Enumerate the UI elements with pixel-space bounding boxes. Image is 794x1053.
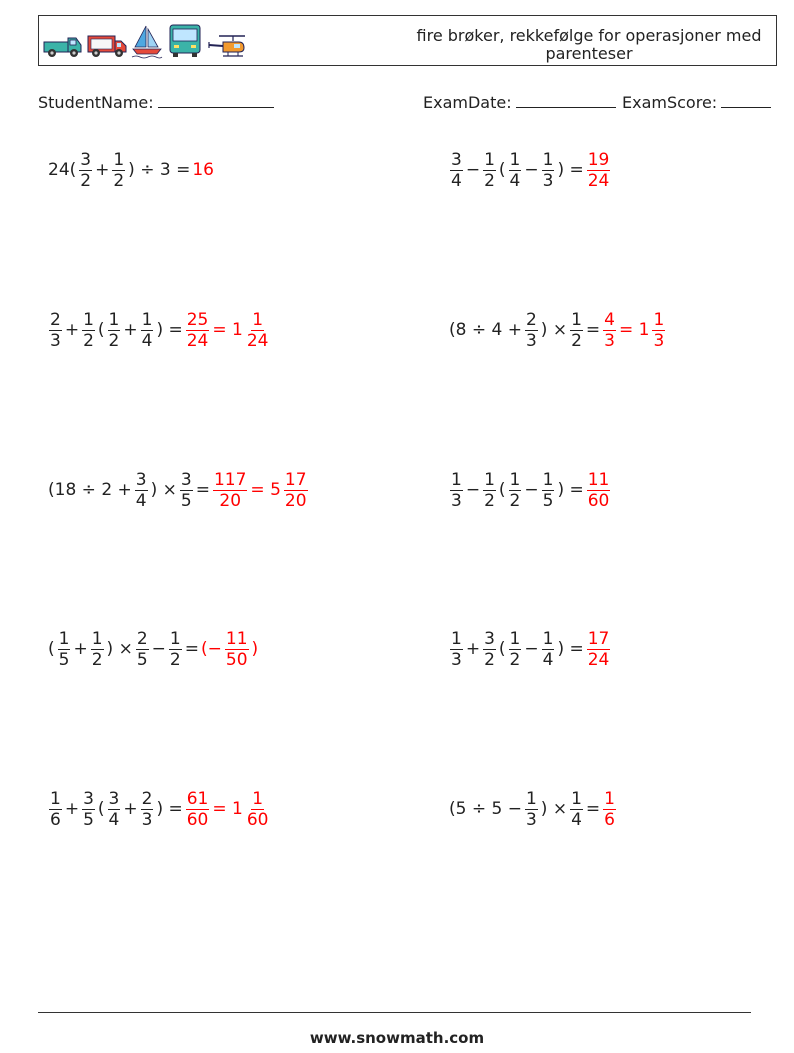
- denominator: 20: [284, 490, 307, 511]
- expression-text: ) =: [156, 320, 183, 340]
- numerator: 4: [604, 309, 615, 330]
- numerator: 3: [108, 788, 120, 809]
- denominator: 5: [180, 490, 192, 511]
- pickup-truck-icon: [43, 33, 83, 59]
- numerator: 19: [587, 149, 610, 170]
- numerator: 1: [451, 628, 462, 649]
- denominator: 6: [50, 809, 61, 830]
- numerator: 1: [509, 469, 521, 490]
- answer-fraction: [284, 470, 308, 511]
- fraction: [509, 470, 522, 511]
- fraction: [509, 150, 522, 191]
- fraction: [108, 310, 121, 351]
- numerator: 3: [484, 628, 495, 649]
- expression-text: +: [95, 160, 110, 180]
- title-line-2: parenteser: [545, 44, 633, 63]
- denominator: 2: [113, 170, 125, 191]
- header-icons: [43, 23, 251, 59]
- denominator: 3: [50, 330, 61, 351]
- expression-text: ) =: [557, 480, 584, 500]
- denominator: 2: [169, 649, 181, 670]
- problem-6: [448, 464, 612, 516]
- expression-text: −: [524, 639, 539, 659]
- expression-text: ) =: [557, 160, 584, 180]
- fraction: [180, 470, 193, 511]
- exam-date-blank[interactable]: [516, 93, 616, 108]
- numerator: 1: [113, 149, 125, 170]
- denominator: 4: [571, 809, 582, 830]
- fraction: [525, 789, 538, 830]
- denominator: 3: [141, 809, 153, 830]
- denominator: 5: [136, 649, 148, 670]
- exam-score-label: ExamScore:: [622, 93, 718, 112]
- expression-text: (: [498, 480, 506, 500]
- box-truck-icon: [87, 33, 127, 59]
- denominator: 2: [484, 490, 495, 511]
- numerator: 1: [542, 469, 554, 490]
- expression-text: +: [465, 639, 481, 659]
- fraction: [525, 310, 538, 351]
- footer-divider: [38, 1012, 751, 1013]
- problem-7: [47, 623, 259, 675]
- expression-text: (: [498, 160, 506, 180]
- expression-text: −: [524, 480, 539, 500]
- numerator: 1: [604, 788, 615, 809]
- denominator: 60: [186, 809, 209, 830]
- expression-text: (: [498, 639, 506, 659]
- denominator: 20: [219, 490, 242, 511]
- numerator: 61: [186, 788, 209, 809]
- fraction: [135, 470, 148, 511]
- denominator: 3: [451, 490, 462, 511]
- student-name-label: StudentName:: [38, 93, 154, 112]
- bus-icon: [167, 23, 203, 59]
- numerator: 1: [509, 628, 521, 649]
- numerator: 3: [135, 469, 147, 490]
- expression-text: ) ÷ 3 =: [128, 160, 191, 180]
- answer-fraction: [186, 789, 210, 830]
- fraction: [542, 150, 555, 191]
- answer-text: 16: [192, 160, 214, 180]
- exam-date-label: ExamDate:: [423, 93, 512, 112]
- numerator: 11: [587, 469, 610, 490]
- sailboat-icon: [131, 23, 163, 59]
- answer-fraction: [213, 470, 247, 511]
- numerator: 1: [451, 469, 462, 490]
- answer-fraction: [587, 150, 611, 191]
- numerator: 1: [542, 628, 554, 649]
- fraction: [509, 629, 522, 670]
- expression-text: +: [64, 799, 80, 819]
- fraction: [483, 150, 496, 191]
- numerator: 3: [180, 469, 192, 490]
- problem-4: [448, 304, 667, 356]
- denominator: 50: [225, 649, 248, 670]
- numerator: 1: [50, 788, 61, 809]
- numerator: 25: [186, 309, 209, 330]
- problem-3: [47, 304, 271, 356]
- expression-text: 24(: [48, 160, 77, 180]
- expression-text: ) ×: [106, 639, 133, 659]
- numerator: 2: [50, 309, 61, 330]
- answer-text: = 5: [250, 480, 281, 500]
- numerator: 2: [141, 788, 153, 809]
- numerator: 1: [58, 628, 70, 649]
- expression-text: =: [195, 480, 210, 500]
- fraction: [79, 150, 92, 191]
- expression-text: (: [97, 320, 105, 340]
- numerator: 1: [571, 309, 582, 330]
- denominator: 4: [135, 490, 147, 511]
- expression-text: +: [123, 320, 138, 340]
- fraction: [136, 629, 149, 670]
- exam-score-blank[interactable]: [721, 93, 771, 108]
- fraction: [483, 470, 496, 511]
- denominator: 5: [542, 490, 554, 511]
- answer-fraction: [603, 310, 616, 351]
- answer-fraction: [603, 789, 616, 830]
- problem-10: [448, 783, 618, 835]
- exam-date-field: [423, 93, 616, 112]
- fraction: [49, 789, 62, 830]
- problem-1: [47, 144, 215, 196]
- numerator: 2: [525, 309, 537, 330]
- denominator: 5: [83, 809, 94, 830]
- denominator: 2: [509, 649, 521, 670]
- expression-text: (: [97, 799, 105, 819]
- expression-text: (18 ÷ 2 +: [48, 480, 132, 500]
- expression-text: ) =: [156, 799, 183, 819]
- fraction: [542, 470, 555, 511]
- fraction: [91, 629, 104, 670]
- title-line-1: fire brøker, rekkefølge for operasjoner med: [416, 26, 762, 45]
- denominator: 3: [653, 330, 665, 351]
- fraction: [112, 150, 125, 191]
- answer-fraction: [652, 310, 665, 351]
- numerator: 11: [225, 628, 248, 649]
- fraction: [49, 310, 62, 351]
- expression-text: ) ×: [540, 799, 568, 819]
- numerator: 1: [484, 149, 495, 170]
- denominator: 3: [604, 330, 615, 351]
- answer-text: ): [251, 639, 259, 659]
- denominator: 3: [525, 809, 537, 830]
- fraction: [169, 629, 182, 670]
- expression-text: −: [465, 160, 481, 180]
- denominator: 24: [246, 330, 269, 351]
- expression-text: =: [585, 799, 601, 819]
- fraction: [450, 150, 463, 191]
- worksheet-header: [38, 15, 777, 66]
- numerator: 1: [252, 788, 264, 809]
- expression-text: ) ×: [540, 320, 568, 340]
- fraction: [570, 789, 583, 830]
- denominator: 60: [246, 809, 269, 830]
- problem-5: [47, 464, 310, 516]
- numerator: 1: [509, 149, 521, 170]
- denominator: 24: [587, 170, 610, 191]
- expression-text: −: [465, 480, 481, 500]
- numerator: 1: [484, 469, 495, 490]
- denominator: 4: [509, 170, 521, 191]
- denominator: 24: [186, 330, 209, 351]
- fraction: [58, 629, 71, 670]
- denominator: 4: [542, 649, 554, 670]
- answer-fraction: [587, 629, 611, 670]
- fraction: [141, 789, 154, 830]
- numerator: 1: [83, 309, 94, 330]
- expression-text: ) ×: [150, 480, 177, 500]
- answer-fraction: [587, 470, 611, 511]
- denominator: 2: [484, 170, 495, 191]
- numerator: 3: [80, 149, 92, 170]
- fraction: [450, 629, 463, 670]
- student-name-field: [38, 93, 274, 112]
- expression-text: =: [585, 320, 601, 340]
- numerator: 3: [451, 149, 462, 170]
- denominator: 60: [587, 490, 610, 511]
- worksheet-title: [399, 27, 779, 63]
- numerator: 1: [108, 309, 120, 330]
- denominator: 4: [141, 330, 153, 351]
- answer-text: = 1: [618, 320, 650, 340]
- fraction: [570, 310, 583, 351]
- numerator: 17: [284, 469, 307, 490]
- answer-fraction: [186, 310, 210, 351]
- denominator: 3: [542, 170, 554, 191]
- answer-text: = 1: [212, 799, 243, 819]
- expression-text: (: [48, 639, 55, 659]
- numerator: 1: [91, 628, 103, 649]
- denominator: 2: [571, 330, 582, 351]
- denominator: 2: [83, 330, 94, 351]
- numerator: 1: [653, 309, 665, 330]
- problem-2: [448, 144, 612, 196]
- numerator: 1: [169, 628, 181, 649]
- denominator: 24: [587, 649, 610, 670]
- answer-text: = 1: [212, 320, 243, 340]
- denominator: 4: [108, 809, 120, 830]
- denominator: 4: [451, 170, 462, 191]
- denominator: 3: [451, 649, 462, 670]
- fraction: [483, 629, 496, 670]
- numerator: 1: [542, 149, 554, 170]
- fraction: [82, 310, 95, 351]
- denominator: 2: [108, 330, 120, 351]
- expression-text: (8 ÷ 4 +: [449, 320, 522, 340]
- numerator: 1: [571, 788, 582, 809]
- expression-text: =: [184, 639, 199, 659]
- answer-fraction: [246, 789, 270, 830]
- fraction: [450, 470, 463, 511]
- fraction: [542, 629, 555, 670]
- helicopter-icon: [207, 33, 251, 59]
- expression-text: −: [524, 160, 539, 180]
- problem-8: [448, 623, 612, 675]
- expression-text: +: [64, 320, 80, 340]
- exam-score-field: [622, 93, 771, 112]
- expression-text: +: [123, 799, 138, 819]
- fraction: [82, 789, 95, 830]
- expression-text: (5 ÷ 5 −: [449, 799, 522, 819]
- expression-text: +: [73, 639, 88, 659]
- denominator: 6: [604, 809, 615, 830]
- expression-text: ) =: [557, 639, 584, 659]
- numerator: 3: [83, 788, 94, 809]
- denominator: 2: [509, 490, 521, 511]
- problem-9: [47, 783, 271, 835]
- numerator: 1: [252, 309, 264, 330]
- numerator: 117: [213, 469, 247, 490]
- answer-fraction: [225, 629, 249, 670]
- denominator: 2: [91, 649, 103, 670]
- answer-fraction: [246, 310, 270, 351]
- numerator: 1: [141, 309, 153, 330]
- denominator: 2: [484, 649, 495, 670]
- fraction: [141, 310, 154, 351]
- numerator: 2: [136, 628, 148, 649]
- numerator: 17: [587, 628, 610, 649]
- numerator: 1: [525, 788, 537, 809]
- student-name-blank[interactable]: [158, 93, 274, 108]
- denominator: 5: [58, 649, 70, 670]
- footer-website: www.snowmath.com: [309, 1029, 485, 1047]
- expression-text: −: [151, 639, 166, 659]
- answer-text: (−: [200, 639, 222, 659]
- denominator: 3: [525, 330, 537, 351]
- denominator: 2: [80, 170, 92, 191]
- fraction: [108, 789, 121, 830]
